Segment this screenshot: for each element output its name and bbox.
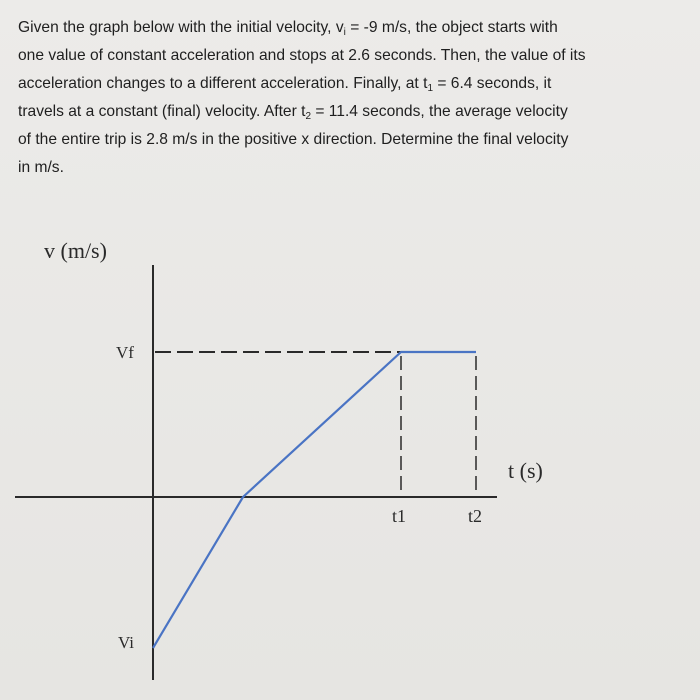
problem-line-3: acceleration changes to a different acceleration. Finally, at $t_1 = 6.4$ seconds, it bbox=[18, 75, 552, 94]
x-axis-label: t (s) bbox=[508, 458, 543, 483]
t1-label: t1 bbox=[392, 506, 407, 526]
problem-line-5: of the entire trip is 2.8 m/s in the positive x direction. Determine the final velocity bbox=[18, 131, 569, 148]
problem-line-6: in m/s. bbox=[18, 159, 64, 176]
problem-line-4: travels at a constant (final) velocity. After $t_2 = 11.4$ seconds, the average velocity bbox=[18, 103, 568, 122]
vf-label: Vf bbox=[116, 343, 134, 362]
problem-line-2: one value of constant acceleration and stops at 2.6 seconds. Then, the value of its bbox=[18, 47, 586, 64]
t2-label: t2 bbox=[468, 506, 483, 526]
vi-label: Vi bbox=[118, 633, 134, 652]
y-axis-label: v (m/s) bbox=[44, 238, 107, 263]
problem-line-1: Given the graph below with the initial velocity, $v_i = -9$ m/s, the object starts with bbox=[18, 19, 558, 38]
velocity-curve bbox=[153, 352, 476, 648]
